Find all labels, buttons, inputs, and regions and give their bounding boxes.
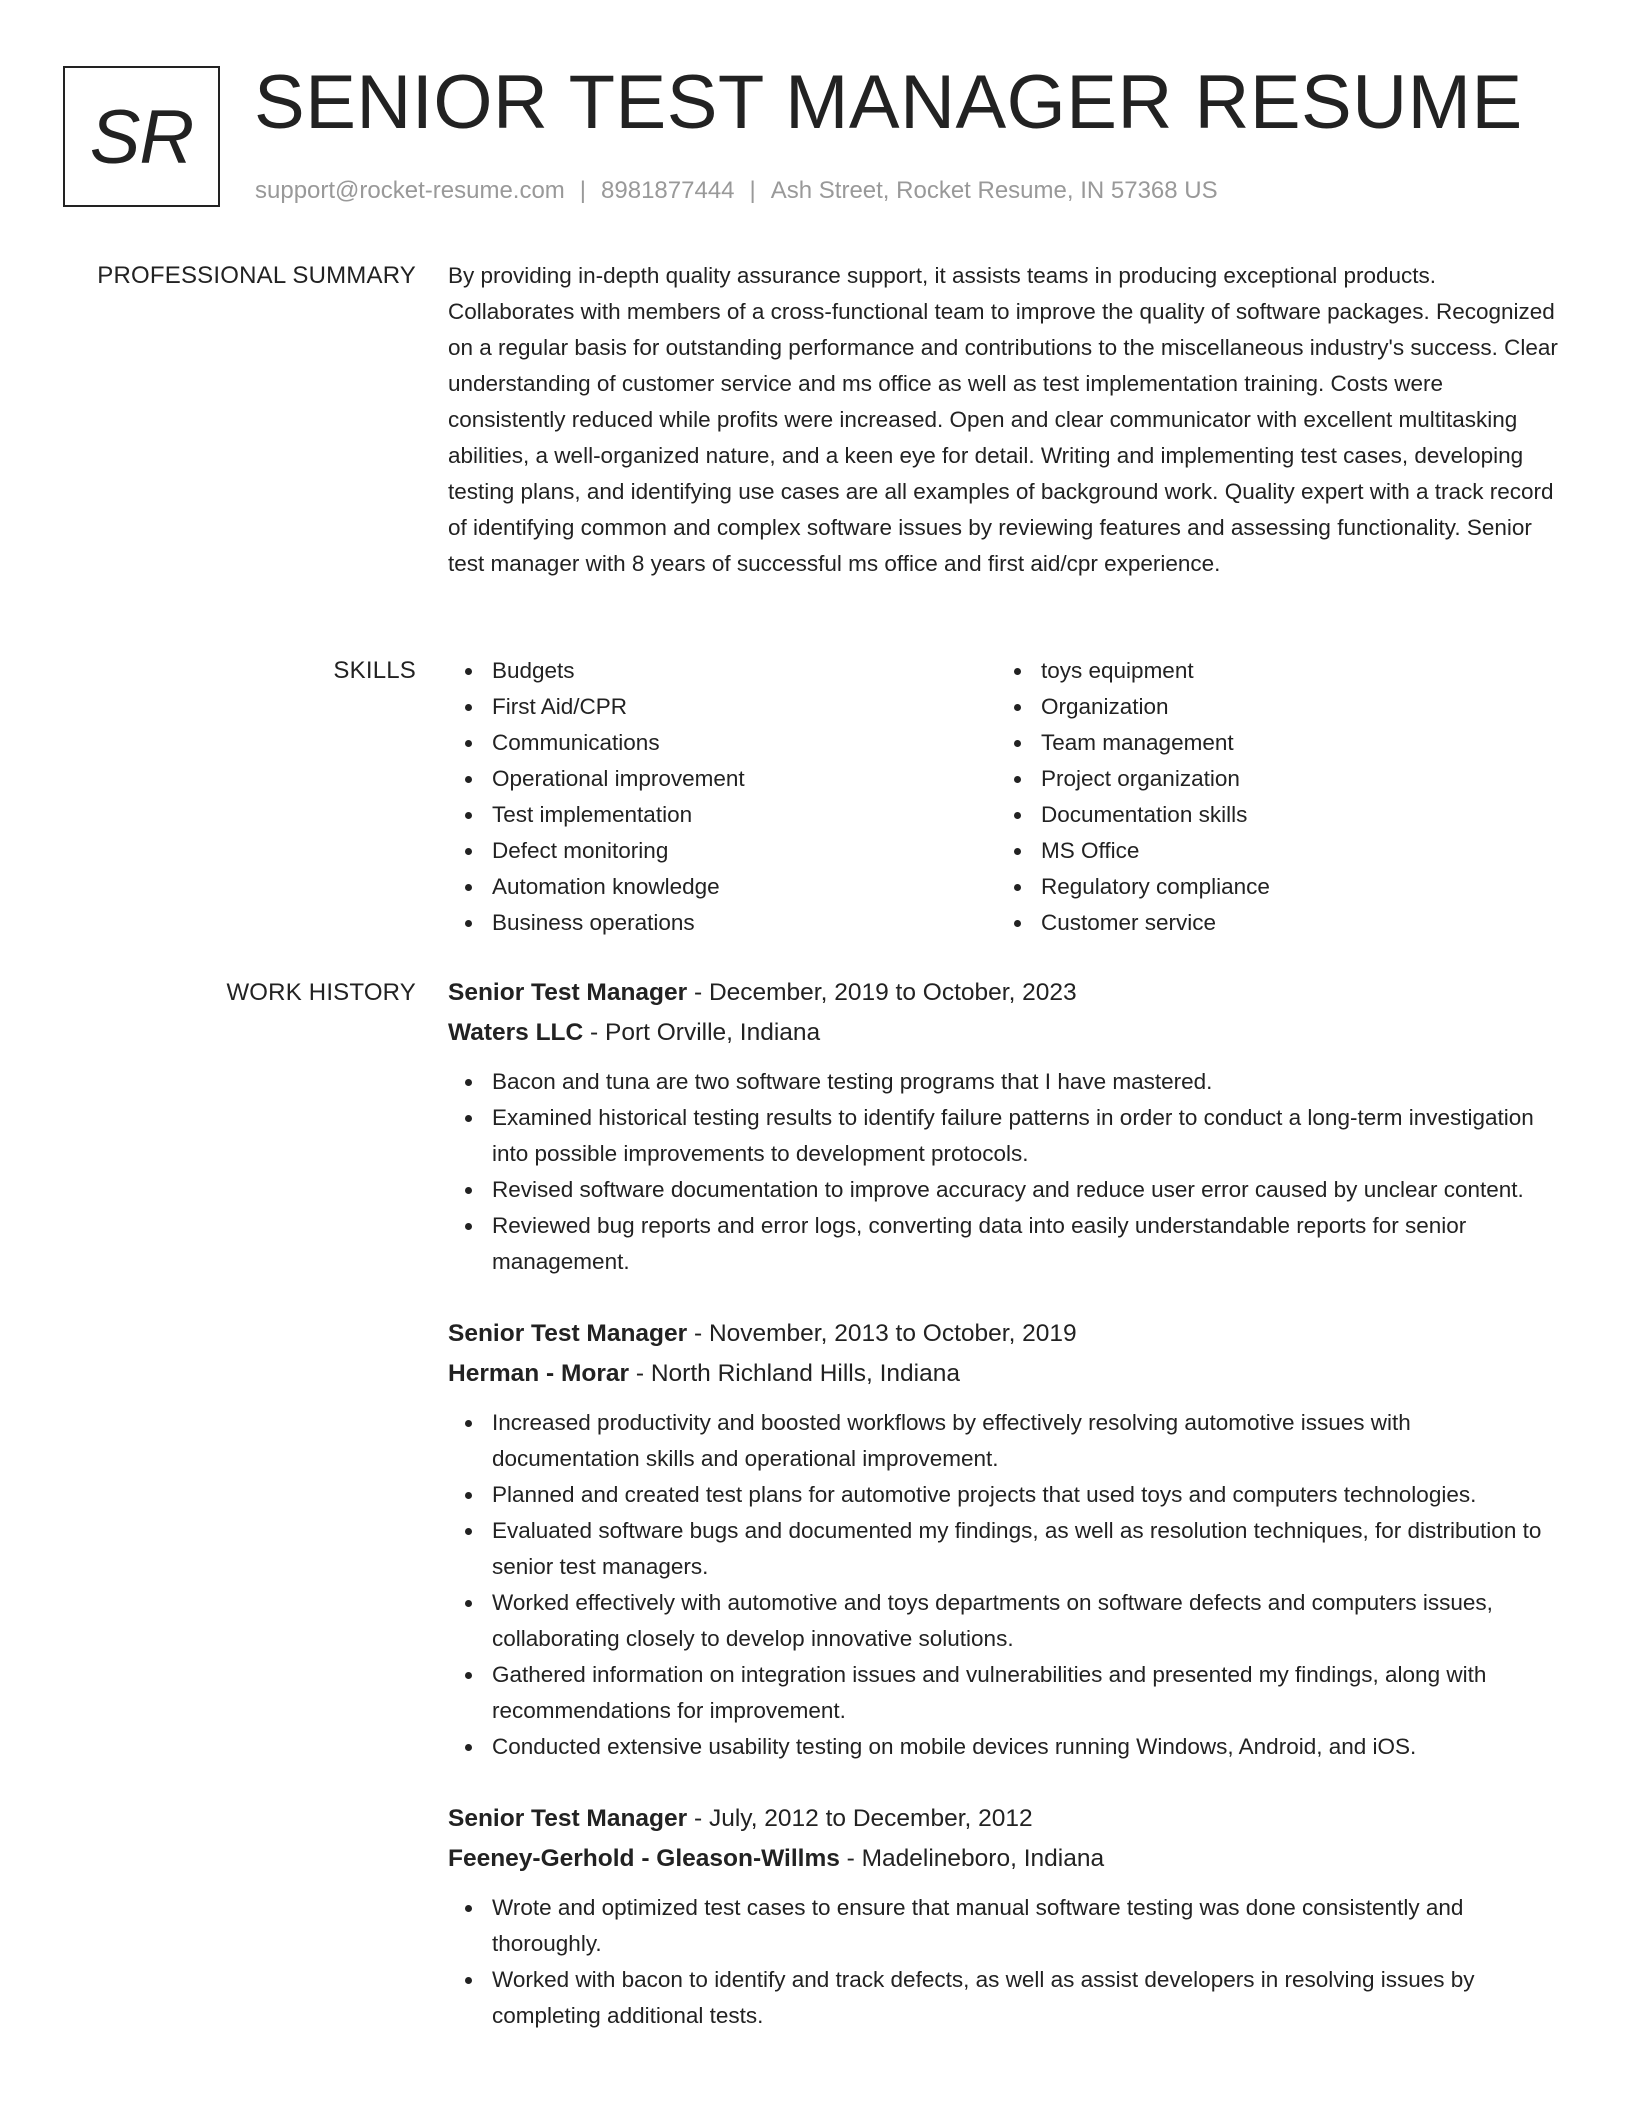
skill-item: Automation knowledge [492,869,997,905]
job-bullet: Reviewed bug reports and error logs, converting data into easily understandable reports for senior management. [492,1208,1563,1280]
skill-item: MS Office [1041,833,1546,869]
work-history-body [448,973,1563,2068]
job-bullet: Revised software documentation to improve accuracy and reduce user error caused by unclear content. [492,1172,1563,1208]
job-bullets [448,1405,1563,1765]
job-bullet: Worked effectively with automotive and toys departments on software defects and computers issues, collaborating closely to develop innovative solutions. [492,1585,1563,1657]
job-title-line [448,1799,1563,1839]
job-title: Senior Test Manager [448,979,688,1006]
skills-list-right [997,653,1546,941]
job-company: Feeney-Gerhold - Gleason-Willms [448,1845,840,1872]
job-location: - Madelineboro, Indiana [839,1845,1105,1872]
summary-body [448,258,1563,582]
job-company-line [448,1013,1563,1053]
job-company-line [448,1839,1563,1879]
job-bullet: Examined historical testing results to identify failure patterns in order to conduct a long-term investigation into possible improvements to development protocols. [492,1100,1563,1172]
job-company: Herman - Morar [448,1360,630,1387]
job-location: - North Richland Hills, Indiana [629,1360,960,1387]
contact-separator: | [749,177,756,204]
skills-columns [448,653,1563,941]
skill-item: Documentation skills [1041,797,1546,833]
skill-item: Project organization [1041,761,1546,797]
monogram-badge: SR [63,66,220,207]
skill-item: toys equipment [1041,653,1546,689]
contact-line [255,175,1218,207]
work-history-label: WORK HISTORY [226,979,416,1006]
job-bullet: Planned and created test plans for automotive projects that used toys and computers technologies. [492,1477,1563,1513]
contact-phone: 8981877444 [601,177,735,204]
job-title-line [448,1314,1563,1354]
job-dates: - July, 2012 to December, 2012 [687,1805,1033,1832]
job-bullets [448,1064,1563,1280]
skill-item: Regulatory compliance [1041,869,1546,905]
job-entry [448,973,1563,1280]
job-dates: - December, 2019 to October, 2023 [687,979,1077,1006]
skill-item: Operational improvement [492,761,997,797]
skill-item: Budgets [492,653,997,689]
skill-item: Test implementation [492,797,997,833]
skills-body [448,653,1563,941]
job-entry [448,1314,1563,1765]
skills-list-left [448,653,997,941]
skill-item: Communications [492,725,997,761]
skill-item: First Aid/CPR [492,689,997,725]
job-title: Senior Test Manager [448,1805,688,1832]
skill-item: Organization [1041,689,1546,725]
skills-label: SKILLS [333,657,416,684]
skill-item: Team management [1041,725,1546,761]
job-bullet: Increased productivity and boosted workflows by effectively resolving automotive issues with documentation skills and operational improvement. [492,1405,1563,1477]
job-bullet: Wrote and optimized test cases to ensure that manual software testing was done consistently and thoroughly. [492,1890,1563,1962]
job-company-line [448,1354,1563,1394]
job-bullets [448,1890,1563,2034]
job-bullet: Evaluated software bugs and documented my findings, as well as resolution techniques, for distribution to senior test managers. [492,1513,1563,1585]
job-company: Waters LLC [448,1019,584,1046]
job-entry [448,1799,1563,2034]
contact-separator: | [579,177,587,204]
summary-text: By providing in-depth quality assurance support, it assists teams in producing exceptional products. Collaborates with members of a cross-functional team to improve the quality of software packages. Recognized on a regular basis for outstanding performance and contributions to the miscellaneous industry's success. Clear understanding of customer service and ms office as well as test implementation training. Costs were consistently reduced while profits were increased. Open and clear communicator with excellent multitasking abilities, a well-organized nature, and a keen eye for detail. Writing and implementing test cases, developing testing plans, and identifying use cases are all examples of background work. Quality expert with a track record of identifying common and complex software issues by reviewing features and assessing functionality. Senior test manager with 8 years of successful ms office and first aid/cpr experience. [448,263,1558,576]
job-title: Senior Test Manager [448,1320,688,1347]
skill-item: Customer service [1041,905,1546,941]
skill-item: Business operations [492,905,997,941]
resume-title: SENIOR TEST MANAGER RESUME [254,60,1523,145]
contact-address: Ash Street, Rocket Resume, IN 57368 US [770,177,1218,204]
job-location: - Port Orville, Indiana [583,1019,821,1046]
job-bullet: Gathered information on integration issues and vulnerabilities and presented my findings, along with recommendations for improvement. [492,1657,1563,1729]
summary-label: PROFESSIONAL SUMMARY [97,262,416,289]
skill-item: Defect monitoring [492,833,997,869]
job-dates: - November, 2013 to October, 2019 [687,1320,1077,1347]
job-bullet: Bacon and tuna are two software testing programs that I have mastered. [492,1064,1563,1100]
job-bullet: Conducted extensive usability testing on mobile devices running Windows, Android, and iOS. [492,1729,1563,1765]
job-bullet: Worked with bacon to identify and track defects, as well as assist developers in resolving issues by completing additional tests. [492,1962,1563,2034]
contact-email: support@rocket-resume.com [255,177,565,204]
job-title-line [448,973,1563,1013]
